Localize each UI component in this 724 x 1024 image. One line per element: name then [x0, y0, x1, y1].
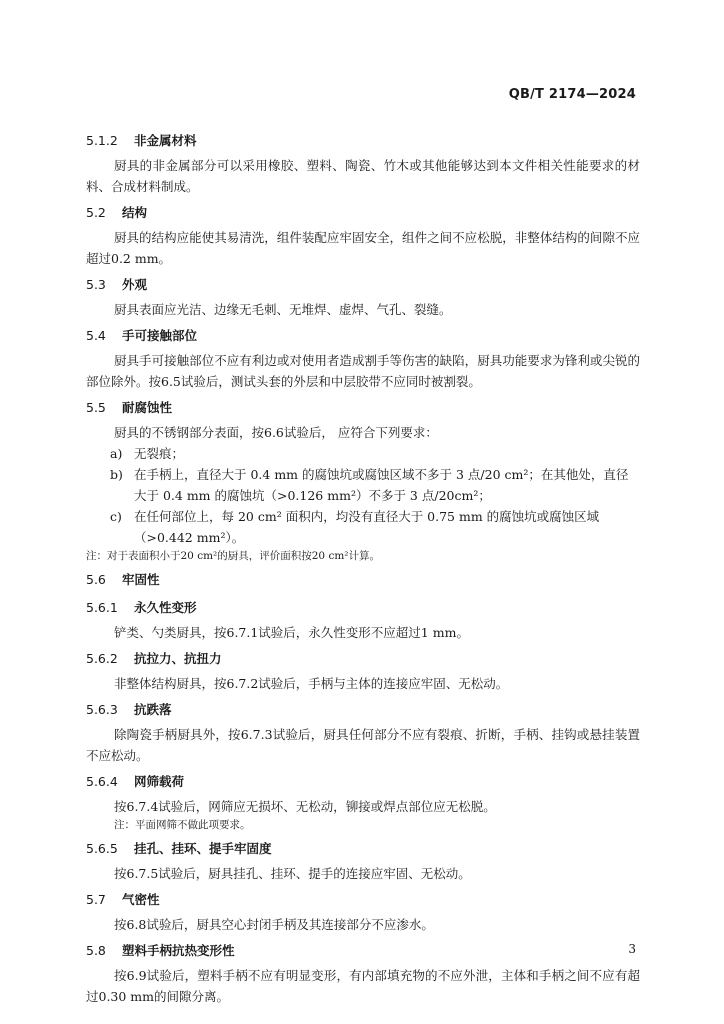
section-text-5-7: 按6.8试验后，厨具空心封闭手柄及其连接部分不应渗水。 — [114, 917, 434, 932]
section-heading-5-8: 5.8 塑料手柄抗热变形性 — [86, 943, 235, 958]
section-heading-5-6-2: 5.6.2 抗拉力、抗扭力 — [86, 651, 222, 666]
spacer — [86, 590, 640, 598]
page-number: 3 — [628, 942, 636, 956]
standard-code: QB/T 2174—2024 — [508, 87, 636, 102]
note-5-5: 注：对于表面积小于20 cm²的厨具，评价面积按20 cm²计算。 — [86, 550, 380, 562]
section-text-5-2: 厨具的结构应能使其易清洗，组件装配应牢固安全，组件之间不应松脱，非整体结构的间隙不应超过0.2 mm。 — [86, 230, 640, 266]
section-text-5-4: 厨具手可接触部位不应有利边或对使用者造成割手等伤害的缺陷，厨具功能要求为锋利或尖锐的部位除外。按6.5试验后，测试头套的外层和中层胶带不应同时被割裂。 — [86, 353, 640, 389]
list-item: c) 在任何部位上，每 20 cm² 面积内，均没有直径大于 0.75 mm 的腐蚀坑或腐蚀区域（>0.442 mm²）。 — [110, 509, 600, 545]
section-heading-5-6-1: 5.6.1 永久性变形 — [86, 600, 197, 615]
section-heading-5-4: 5.4 手可接触部位 — [86, 328, 198, 343]
section-heading-5-6-3: 5.6.3 抗跌落 — [86, 702, 172, 717]
section-text-5-6-1: 铲类、勺类厨具，按6.7.1试验后，永久性变形不应超过1 mm。 — [114, 625, 469, 640]
section-heading-5-2: 5.2 结构 — [86, 205, 148, 220]
section-heading-5-5: 5.5 耐腐蚀性 — [86, 400, 173, 415]
section-text-5-3: 厨具表面应光洁、边缘无毛刺、无堆焊、虚焊、气孔、裂缝。 — [114, 302, 452, 317]
section-heading-5-6-4: 5.6.4 网筛载荷 — [86, 774, 185, 789]
section-heading-5-6: 5.6 牢固性 — [86, 572, 160, 587]
section-text-5-6-4: 按6.7.4试验后，网筛应无损坏、无松动，铆接或焊点部位应无松脱。 — [114, 799, 496, 814]
section-text-5-1-2: 厨具的非金属部分可以采用橡胶、塑料、陶瓷、竹木或其他能够达到本文件相关性能要求的材料、合成材料制成。 — [86, 158, 640, 194]
note-5-6-4: 注：平面网筛不做此项要求。 — [114, 819, 251, 831]
section-heading-5-7: 5.7 气密性 — [86, 892, 160, 907]
requirement-list — [86, 443, 640, 548]
section-heading-5-3: 5.3 外观 — [86, 277, 148, 292]
list-item: a) 无裂痕； — [110, 446, 185, 461]
section-heading-5-6-5: 5.6.5 挂孔、挂环、提手牢固度 — [86, 841, 272, 856]
section-text-5-5: 厨具的不锈钢部分表面，按6.6试验后， 应符合下列要求： — [114, 425, 438, 440]
section-text-5-6-3: 除陶瓷手柄厨具外，按6.7.3试验后，厨具任何部分不应有裂痕、折断，手柄、挂钩或悬挂装置不应松动。 — [86, 727, 640, 763]
section-text-5-8: 按6.9试验后，塑料手柄不应有明显变形，有内部填充物的不应外泄，主体和手柄之间不应有超过0.30 mm的间隙分离。 — [86, 968, 640, 1004]
section-text-5-6-2: 非整体结构厨具，按6.7.2试验后，手柄与主体的连接应牢固、无松动。 — [114, 676, 509, 691]
section-heading-5-1-2: 5.1.2 非金属材料 — [86, 133, 197, 148]
document-body — [86, 131, 640, 1013]
list-item: b) 在手柄上，直径大于 0.4 mm 的腐蚀坑或腐蚀区域不多于 3 点/20 cm²；在其他处，直径大于 0.4 mm 的腐蚀坑（>0.126 mm²）不多于 3 点/20cm²； — [110, 467, 629, 503]
section-text-5-6-5: 按6.7.5试验后，厨具挂孔、挂环、提手的连接应牢固、无松动。 — [114, 866, 471, 881]
